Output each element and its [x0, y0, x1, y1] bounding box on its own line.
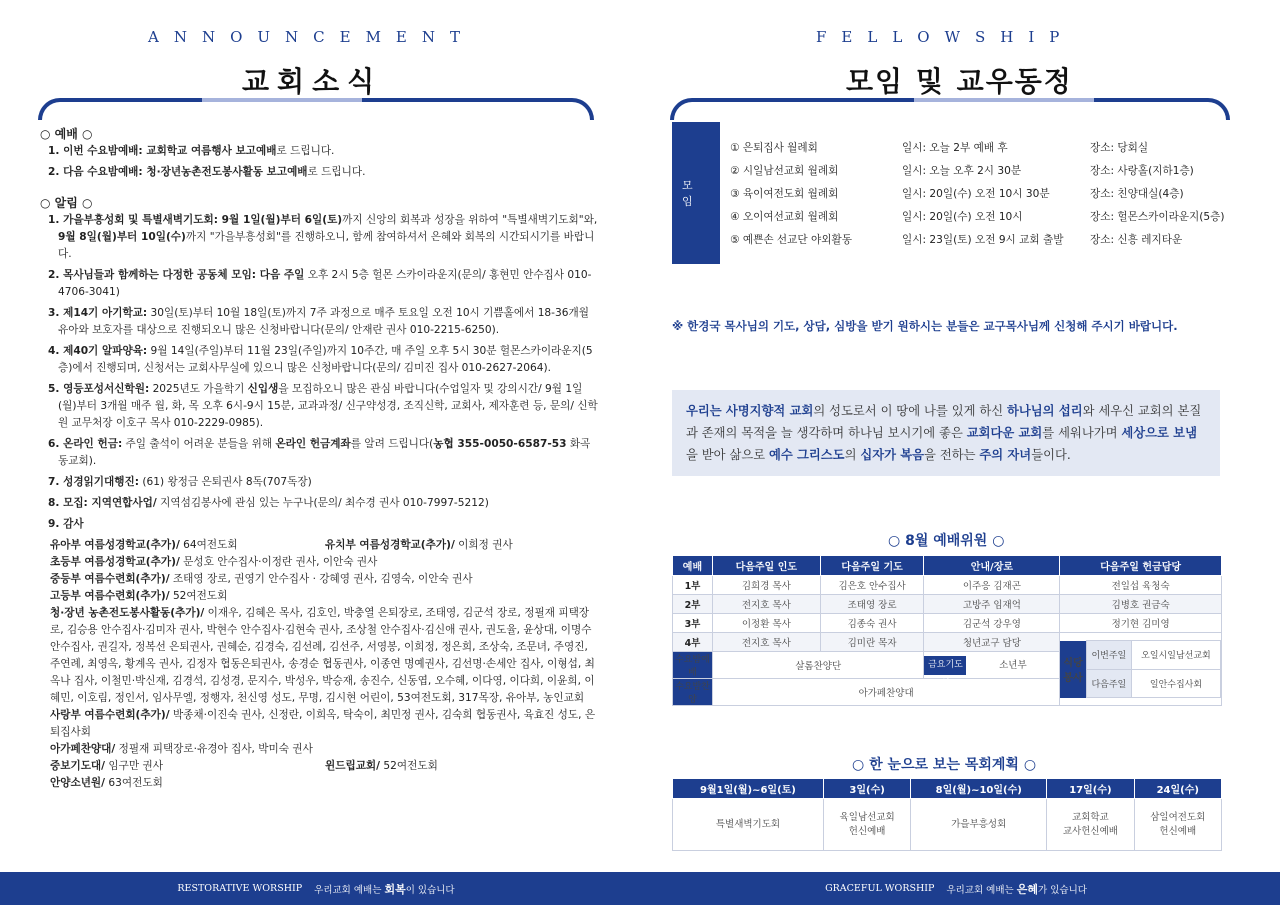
header-rule: [38, 98, 594, 120]
right-page: [632, 0, 1280, 905]
rule-accent: [202, 98, 362, 102]
notice-item: 9. 감사: [48, 518, 84, 530]
plan-table: [672, 778, 1222, 851]
ushers-row: 3부 이정환 목사 김종숙 권사 김군석 강우영 정기현 김미영: [673, 614, 1222, 633]
meeting-row: ① 은퇴집사 월례회 일시: 오늘 2부 예배 후 장소: 당회실: [730, 142, 1149, 154]
header-rule-right: [670, 98, 1230, 120]
meeting-row: ③ 육이여전도회 월례회 일시: 20일(수) 오전 10시 30분 장소: 친양대실(4층): [730, 188, 1184, 200]
notice-item: 8. 모집: 지역연합사업/ 지역섬김봉사에 관심 있는 누구나(문의/ 최수경 권사 010-7997-5212): [48, 497, 489, 509]
meeting-table: [730, 136, 1225, 251]
thanks-row: 사랑부 여름수련회(추가)/ 박종채·이진숙 권사, 신정란, 이희옥, 탁숙이, 최민정 권사, 김숙희 협동권사, 육효진 성도, 은퇴집사회: [50, 709, 596, 738]
ushers-extra-row: 수요밤예배 살롬찬양단 금요기도회 소년부: [673, 652, 1222, 679]
ushers-row: 2부 전지호 목사 조태영 장로 고방주 임재억 김병호 권금숙: [673, 595, 1222, 614]
notice-item: 7. 성경읽기대행진: (61) 왕정금 은퇴권사 8독(707독장): [48, 476, 312, 488]
meeting-box: [672, 122, 1230, 264]
ushers-title: ○ 8월 예배위원 ○: [888, 533, 1005, 549]
thanks-row: 유아부 여름성경학교(추가)/ 64여전도회 유치부 여름성경학교(추가)/ 이희정 권사: [50, 539, 513, 551]
worship-item: 2. 다음 수요밤예배: 청·장년농촌전도봉사활동 보고예배로 드립니다.: [48, 166, 366, 178]
footer-en: RESTORATIVE WORSHIP: [177, 883, 303, 894]
worship-heading: ○ 예배 ○: [40, 127, 93, 141]
pastor-notice: ※ 한경국 목사님의 기도, 상담, 심방을 받기 원하시는 분들은 교구목사님께 신청해 주시기 바랍니다.: [672, 319, 1178, 333]
footer-ko-right: 우리교회 예배는 은혜가 있습니다: [946, 882, 1087, 896]
vision-statement: 우리는 사명지향적 교회의 성도로서 이 땅에 나를 있게 하신 하나님의 섭리와 세우신 교회의 본질과 존재의 목적을 늘 생각하며 하나님 보시기에 좋은 교회다운 교회를 세워나가며 세상으로 보냄을 받아 삶으로 예수 그리스도의 십자가 복음을 전하는 주의 자녀들이다.: [672, 390, 1220, 476]
meeting-row: ④ 오이여선교회 월례회 일시: 20일(수) 오전 10시 장소: 헐몬스카이라운지(5층): [730, 211, 1225, 223]
plan-title: ○ 한 눈으로 보는 목회계획 ○: [852, 757, 1037, 773]
left-page: [0, 0, 632, 905]
rule-accent-right: [914, 98, 1094, 102]
thanks-row: 초등부 여름성경학교(추가)/ 문성호 안수집사·이정란 권사, 이안숙 권사: [50, 556, 378, 568]
page-title-right: 모임 및 교우동정: [846, 65, 1073, 98]
worship-list: [40, 143, 600, 181]
ushers-row: 4부 전지호 목사 김미란 목자 청년교구 담당 식당봉사 이번주일 오일시일남선교회 다음주일 일안수집사회: [673, 633, 1222, 652]
notice-item: 3. 제14기 아기학교: 30일(토)부터 10월 18일(토)까지 7주 과정으로 매주 토요일 오전 10시 기쁨홀에서 18-36개월 유아와 보호자를 대상으로 진행되오니 많은 신청바랍니다(문의/ 안재란 권사 010-2215-6250).: [48, 307, 589, 336]
ushers-row: 1부 김희경 목사 김은호 안수집사 이주응 김재곤 전일섭 육청숙: [673, 576, 1222, 595]
notice-item: 2. 목사님들과 함께하는 다정한 공동체 모임: 다음 주일 오후 2시 5층 헐몬 스카이라운지(문의/ 홍현민 안수집사 010-4706-3041): [48, 269, 592, 298]
thanks-row: 아가페찬양대/ 정필재 피택장로·유경아 집사, 박미숙 권사: [50, 743, 313, 755]
meeting-row: ⑤ 예쁜손 선교단 야외활동 일시: 23일(토) 오전 9시 교회 출발 장소: 신흥 레지타운: [730, 234, 1183, 246]
ushers-header: 예배 다음주일 인도 다음주일 기도 안내/장로 다음주일 헌금담당: [673, 556, 1222, 576]
fellowship-eyebrow: FELLOWSHIP: [816, 28, 1075, 46]
ushers-extra-row: 수요밤찬양 아가페찬양대: [673, 679, 1222, 706]
plan-header: 9월1일(월)~6일(토) 3일(수) 8일(월)~10일(수) 17일(수) 24일(수): [673, 779, 1222, 799]
announcement-eyebrow: ANNOUNCEMENT: [148, 28, 476, 46]
thanks-row: 고등부 여름수련회(추가)/ 52여전도회: [50, 590, 228, 602]
notice-item: 1. 가을부흥성회 및 특별새벽기도회: 9월 1일(월)부터 6일(토)까지 신앙의 회복과 성장을 위하여 "특별새벽기도회"와, 9월 8일(월)부터 10일(수)까지 "가을부흥성회"를 진행하오니, 함께 참여하셔서 은혜와 회복의 시간되시기를 바랍니다.: [48, 214, 598, 260]
footer-bar: [0, 872, 632, 905]
thanks-list: [50, 537, 600, 792]
notice-heading: ○ 알림 ○: [40, 196, 93, 210]
footer-en-right: GRACEFUL WORSHIP: [825, 883, 935, 894]
thanks-row: 청·장년 농촌전도봉사활동(추가)/ 이재우, 김혜은 목사, 김호인, 박충열 은퇴장로, 조태영, 김군석 장로, 정필재 피택장로, 김승용 안수집사·김미자 권사, 박현수 안수집사·김현숙 권사, 조상철 안수집사·김신애 권사, 권도율, 윤상대, 이명수 안수집사, 권길자, 정복선 은퇴권사, 권혜순, 김경숙, 김선례, 김선주, 서영봉, 이희정, 정은희, 조상숙, 조문녀, 주영진, 주연례, 최영옥, 황계옥 권사, 김정자 협동은퇴권사, 송경순 협동권사, 이종연 명예권사, 김선명·손세안 집사, 이형섭, 최옥나 집사, 이철민·박신재, 김경석, 김성경, 문지수, 박성우, 박승재, 송진수, 신동엽, 오수혜, 이다영, 이다희, 이윤희, 이혜민, 이호림, 정인서, 임사무엘, 정행자, 천신영 성도, 무명, 김시현 어린이, 53여전도회, 317목장, 유아부, 농인교회: [50, 607, 595, 704]
ushers-table: [672, 555, 1222, 706]
thanks-row: 중보기도대/ 임구만 권사 윈드립교회/ 52여전도회: [50, 760, 438, 772]
footer-ko: 우리교회 예배는 회복이 있습니다: [314, 882, 455, 896]
footer-bar-right: [632, 872, 1280, 905]
announcement-body: [40, 122, 600, 792]
notice-item: 5. 영등포성서신학원: 2025년도 가을학기 신입생을 모집하오니 많은 관심 바랍니다(수업일자 및 강의시간/ 9월 1일(월)부터 3개월 매주 월, 화, 목 오후 6시-9시 15분, 교과과정/ 신구약성경, 조직신학, 교회사, 제자훈련 등, 문의/ 신학원 교무처장 이호구 목사 010-2229-0985).: [48, 383, 598, 429]
meeting-label: 모임: [672, 122, 720, 264]
meeting-row: ② 시일남선교회 월례회 일시: 오늘 오후 2시 30분 장소: 사랑홀(지하1층): [730, 165, 1194, 177]
notice-list: [40, 212, 600, 533]
page-title: 교회소식: [242, 65, 383, 98]
worship-item: 1. 이번 수요밤예배: 교회학교 여름행사 보고예배로 드립니다.: [48, 145, 335, 157]
thanks-row: 중등부 여름수련회(추가)/ 조태영 장로, 권영기 안수집사 · 강혜영 권사, 김영숙, 이안숙 권사: [50, 573, 473, 585]
notice-item: 6. 온라인 헌금: 주일 출석이 어려운 분들을 위해 온라인 헌금계좌를 알려 드립니다(농협 355-0050-6587-53 화곡동교회).: [48, 438, 591, 467]
plan-body: 특별새벽기도회 육일남선교회 헌신예배 가을부흥성회 교회학교 교사헌신예배 삼일여전도회 헌신예배: [673, 799, 1222, 851]
thanks-row: 안양소년원/ 63여전도회: [50, 777, 163, 789]
notice-item: 4. 제40기 알파양육: 9월 14일(주일)부터 11월 23일(주일)까지 10주간, 매 주일 오후 5시 30분 헐몬스카이라운지(5층)에서 진행되며, 신청서는 교회사무실에 있으니 많은 신청바랍니다(문의/ 김미진 집사 010-2627-2064).: [48, 345, 593, 374]
